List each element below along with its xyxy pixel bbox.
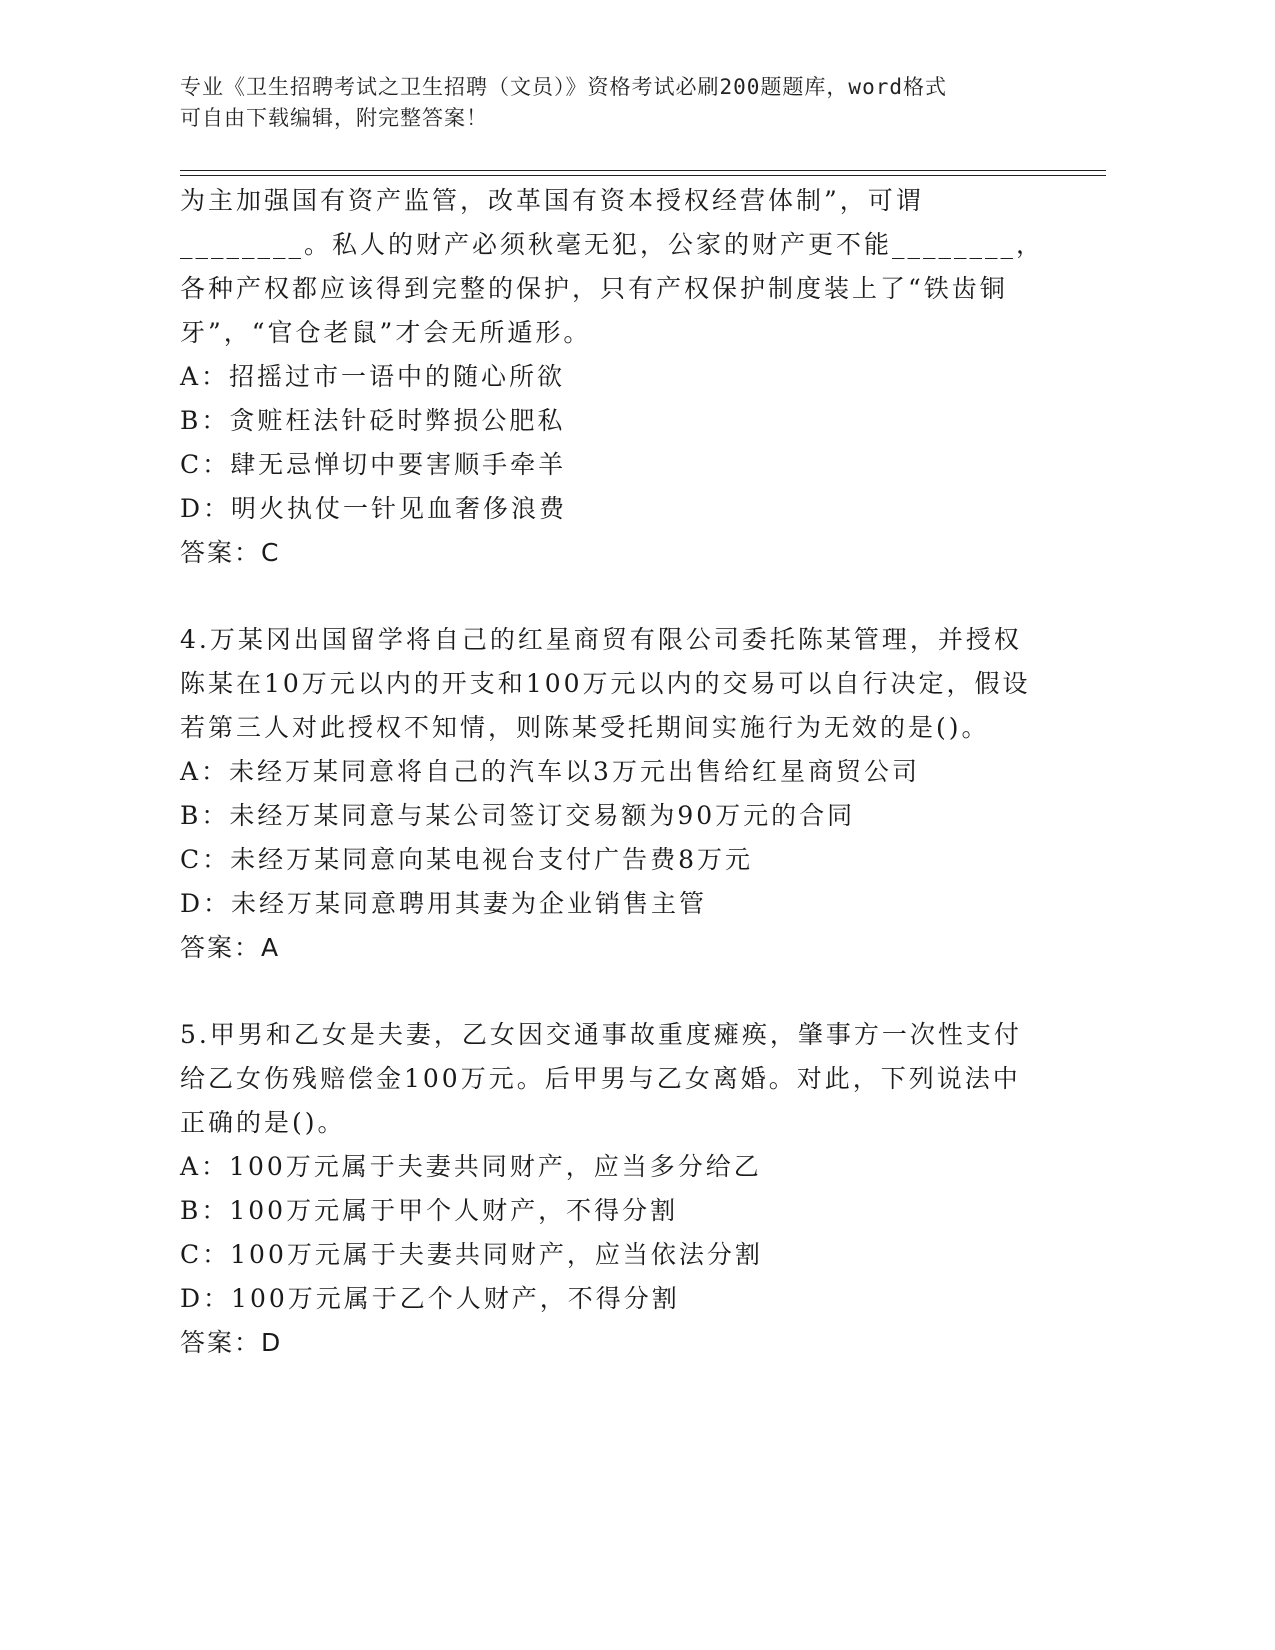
question-3-option-c: C：肆无忌惮切中要害顺手牵羊: [180, 450, 567, 479]
question-3-answer: 答案：C: [180, 538, 281, 567]
question-4-option-b: B：未经万某同意与某公司签订交易额为90万元的合同: [180, 801, 856, 830]
question-5-option-c: C：100万元属于夫妻共同财产，应当依法分割: [180, 1240, 763, 1269]
question-4-option-c: C：未经万某同意向某电视台支付广告费8万元: [180, 845, 754, 874]
header-divider-top: [180, 170, 1106, 171]
question-4-line-1: 4.万某冈出国留学将自己的红星商贸有限公司委托陈某管理，并授权: [180, 625, 1022, 654]
question-3-line-3: 各种产权都应该得到完整的保护，只有产权保护制度装上了“铁齿铜: [180, 274, 1008, 303]
page-header: [180, 72, 1040, 134]
question-3-option-a: A：招摇过市一语中的随心所欲: [180, 362, 566, 391]
question-5-line-1: 5.甲男和乙女是夫妻，乙女因交通事故重度瘫痪，肇事方一次性支付: [180, 1020, 1022, 1049]
spacer: [180, 575, 1060, 618]
question-5-option-d: D：100万元属于乙个人财产，不得分割: [180, 1284, 680, 1313]
question-5-option-b: B：100万元属于甲个人财产，不得分割: [180, 1196, 679, 1225]
question-3: [180, 179, 1060, 575]
question-5-line-2: 给乙女伤残赔偿金100万元。后甲男与乙女离婚。对此，下列说法中: [180, 1064, 1021, 1093]
question-3-line-2: ________。私人的财产必须秋毫无犯，公家的财产更不能________，: [180, 230, 1045, 259]
question-3-line-1: 为主加强国有资产监管，改革国有资本授权经营体制”，可谓: [180, 186, 924, 215]
question-5-answer: 答案：D: [180, 1328, 283, 1357]
question-4-option-d: D：未经万某同意聘用其妻为企业销售主管: [180, 889, 708, 918]
question-3-option-b: B：贪赃枉法针砭时弊损公肥私: [180, 406, 566, 435]
spacer: [180, 970, 1060, 1013]
question-4: [180, 618, 1060, 970]
header-divider-bottom: [180, 175, 1106, 176]
header-line-2: 可自由下载编辑，附完整答案！: [180, 106, 488, 130]
question-5-line-3: 正确的是()。: [180, 1108, 346, 1137]
question-5-option-a: A：100万元属于夫妻共同财产，应当多分给乙: [180, 1152, 762, 1181]
question-5: [180, 1013, 1060, 1365]
question-4-answer: 答案：A: [180, 933, 281, 962]
document-body: [180, 179, 1060, 1365]
header-line-1: 专业《卫生招聘考试之卫生招聘（文员）》资格考试必刷200题题库，word格式: [180, 75, 947, 99]
question-4-line-3: 若第三人对此授权不知情，则陈某受托期间实施行为无效的是()。: [180, 713, 990, 742]
question-3-option-d: D：明火执仗一针见血奢侈浪费: [180, 494, 568, 523]
question-4-line-2: 陈某在10万元以内的开支和100万元以内的交易可以自行决定，假设: [180, 669, 1031, 698]
question-3-line-4: 牙”，“官仓老鼠”才会无所遁形。: [180, 318, 592, 347]
question-4-option-a: A：未经万某同意将自己的汽车以3万元出售给红星商贸公司: [180, 757, 920, 786]
